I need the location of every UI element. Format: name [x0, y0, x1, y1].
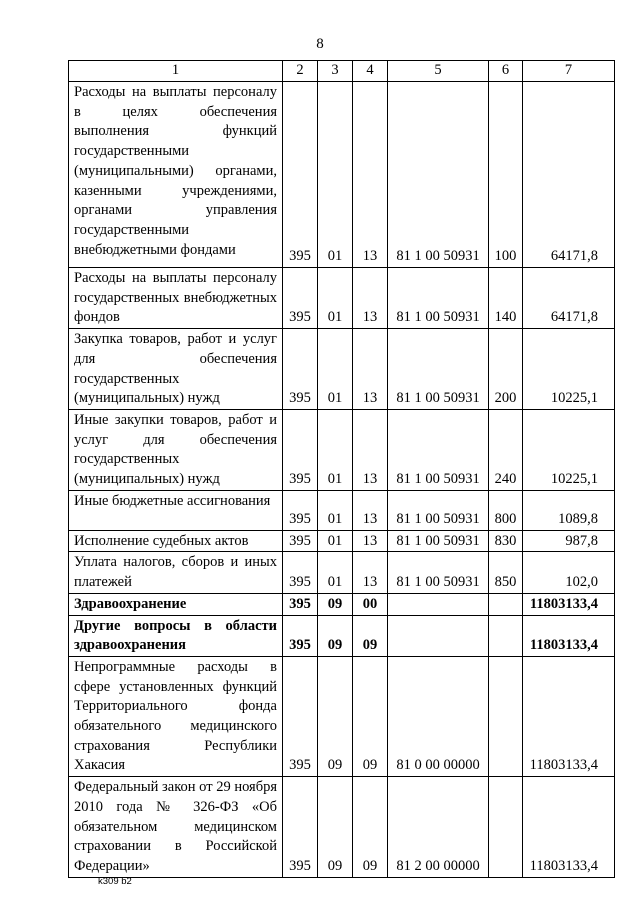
cell-code-6: 850 [489, 552, 523, 593]
row-name: Расходы на выплаты персоналу государственных внебюджетных фондов [69, 268, 283, 329]
cell-code-6: 100 [489, 82, 523, 268]
cell-code-4: 00 [353, 593, 388, 615]
cell-code-3: 09 [318, 777, 353, 878]
column-header: 5 [388, 61, 489, 82]
cell-code-6 [489, 777, 523, 878]
row-name: Другие вопросы в области здравоохранения [69, 615, 283, 656]
column-header: 2 [283, 61, 318, 82]
table-row [69, 777, 615, 878]
cell-code-4: 09 [353, 777, 388, 878]
cell-code-6 [489, 656, 523, 776]
cell-code-3: 01 [318, 82, 353, 268]
cell-code-3: 09 [318, 615, 353, 656]
cell-code-4: 13 [353, 530, 388, 552]
cell-code-6: 240 [489, 409, 523, 490]
cell-code-2: 395 [283, 490, 318, 530]
cell-amount: 987,8 [523, 530, 615, 552]
column-header: 6 [489, 61, 523, 82]
row-name: Закупка товаров, работ и услуг для обеспечения государственных (муниципальных) нужд [69, 329, 283, 410]
footer-code: k309 b2 [98, 876, 132, 887]
cell-code-2: 395 [283, 552, 318, 593]
cell-code-2: 395 [283, 82, 318, 268]
cell-code-6 [489, 615, 523, 656]
cell-code-3: 09 [318, 593, 353, 615]
cell-code-6: 140 [489, 268, 523, 329]
page-number: 8 [316, 36, 324, 52]
cell-amount: 11803133,4 [523, 656, 615, 776]
cell-code-5: 81 1 00 50931 [388, 552, 489, 593]
cell-code-6 [489, 593, 523, 615]
row-name: Расходы на выплаты персоналу в целях обеспечения выполнения функций государственными (муниципальными) органами, казенными учреждениями, органами управления государственными внебюджетными фондами [69, 82, 283, 268]
cell-code-2: 395 [283, 268, 318, 329]
row-name: Исполнение судебных актов [69, 530, 283, 552]
table-row [69, 82, 615, 268]
table-row [69, 268, 615, 329]
row-name: Федеральный закон от 29 ноября 2010 года № 326-ФЗ «Об обязательном медицинском страховании в Российской Федерации» [69, 777, 283, 878]
cell-amount: 11803133,4 [523, 593, 615, 615]
column-header: 3 [318, 61, 353, 82]
cell-code-3: 01 [318, 329, 353, 410]
cell-code-6: 800 [489, 490, 523, 530]
cell-code-2: 395 [283, 615, 318, 656]
cell-code-2: 395 [283, 530, 318, 552]
cell-amount: 10225,1 [523, 329, 615, 410]
table-row [69, 490, 615, 530]
cell-amount: 10225,1 [523, 409, 615, 490]
column-header: 7 [523, 61, 615, 82]
cell-code-5: 81 1 00 50931 [388, 490, 489, 530]
cell-code-2: 395 [283, 777, 318, 878]
cell-code-5: 81 1 00 50931 [388, 530, 489, 552]
cell-code-6: 830 [489, 530, 523, 552]
cell-code-3: 01 [318, 552, 353, 593]
cell-code-5: 81 0 00 00000 [388, 656, 489, 776]
table-row [69, 656, 615, 776]
table-header-row [69, 61, 615, 82]
cell-code-5 [388, 615, 489, 656]
row-name: Иные бюджетные ассигнования [69, 490, 283, 530]
cell-code-5: 81 1 00 50931 [388, 409, 489, 490]
cell-code-4: 13 [353, 268, 388, 329]
cell-amount: 102,0 [523, 552, 615, 593]
cell-code-2: 395 [283, 329, 318, 410]
cell-amount: 64171,8 [523, 268, 615, 329]
row-name: Непрограммные расходы в сфере установленных функций Территориального фонда обязательного медицинского страхования Республики Хакасия [69, 656, 283, 776]
table-row [69, 530, 615, 552]
cell-amount: 11803133,4 [523, 777, 615, 878]
table-row [69, 409, 615, 490]
row-name: Иные закупки товаров, работ и услуг для обеспечения государственных (муниципальных) нужд [69, 409, 283, 490]
cell-code-2: 395 [283, 409, 318, 490]
cell-code-2: 395 [283, 656, 318, 776]
cell-code-5: 81 1 00 50931 [388, 268, 489, 329]
column-header: 4 [353, 61, 388, 82]
cell-code-4: 13 [353, 552, 388, 593]
table-row [69, 615, 615, 656]
table-row [69, 552, 615, 593]
cell-code-2: 395 [283, 593, 318, 615]
cell-code-3: 01 [318, 490, 353, 530]
table-body [69, 82, 615, 878]
cell-code-3: 01 [318, 530, 353, 552]
cell-code-5: 81 2 00 00000 [388, 777, 489, 878]
table-row [69, 329, 615, 410]
cell-code-6: 200 [489, 329, 523, 410]
row-name: Здравоохранение [69, 593, 283, 615]
cell-code-5: 81 1 00 50931 [388, 82, 489, 268]
cell-code-5 [388, 593, 489, 615]
cell-code-4: 09 [353, 615, 388, 656]
cell-code-3: 01 [318, 409, 353, 490]
budget-table [68, 60, 615, 878]
cell-amount: 11803133,4 [523, 615, 615, 656]
cell-code-4: 09 [353, 656, 388, 776]
cell-amount: 1089,8 [523, 490, 615, 530]
cell-code-5: 81 1 00 50931 [388, 329, 489, 410]
cell-code-4: 13 [353, 409, 388, 490]
cell-code-3: 01 [318, 268, 353, 329]
column-header: 1 [69, 61, 283, 82]
table-row [69, 593, 615, 615]
cell-amount: 64171,8 [523, 82, 615, 268]
cell-code-3: 09 [318, 656, 353, 776]
row-name: Уплата налогов, сборов и иных платежей [69, 552, 283, 593]
cell-code-4: 13 [353, 490, 388, 530]
cell-code-4: 13 [353, 82, 388, 268]
cell-code-4: 13 [353, 329, 388, 410]
